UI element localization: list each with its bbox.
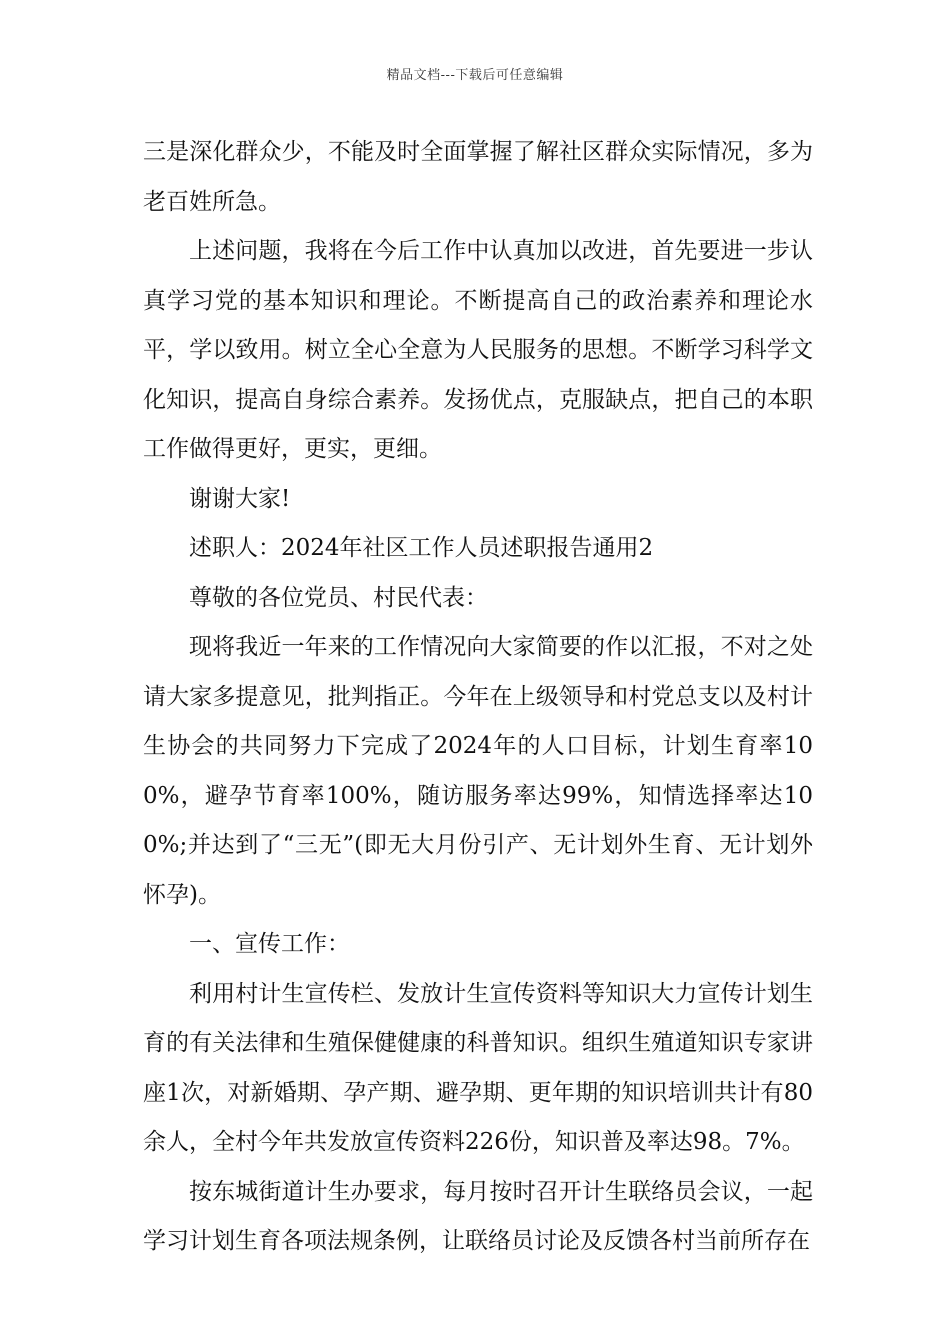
paragraph: 尊敬的各位党员、村民代表：: [189, 584, 488, 611]
paragraph: 按东城街道计生办要求，每月按时召开计生联络员会议，一起学习计划生育各项法规条例，让联络员讨论及反馈各村当前所存在: [143, 1178, 813, 1254]
section-heading: 一、宣传工作：: [189, 931, 350, 957]
paragraph: 利用村计生宣传栏、发放计生宣传资料等知识大力宣传计划生育的有关法律和生殖保健健康的科普知识。组织生殖道知识专家讲座1次，对新婚期、孕产期、避孕期、更年期的知识培训共计有80余人，全村今年共发放宣传资料226份，知识普及率达98。7%。: [143, 980, 813, 1155]
paragraph: 三是深化群众少，不能及时全面掌握了解社区群众实际情况，多为老百姓所急。: [143, 139, 813, 215]
paragraph: 上述问题，我将在今后工作中认真加以改进，首先要进一步认真学习党的基本知识和理论。不断提高自己的政治素养和理论水平，学以致用。树立全心全意为人民服务的思想。不断学习科学文化知识，提高自身综合素养。发扬优点，克服缺点，把自己的本职工作做得更好，更实，更细。: [143, 238, 813, 462]
paragraph: 谢谢大家!: [189, 485, 291, 512]
page-header: 精品文档---下载后可任意编辑: [386, 68, 564, 83]
document-body: [143, 128, 813, 1267]
paragraph: 现将我近一年来的工作情况向大家简要的作以汇报，不对之处请大家多提意见，批判指正。今年在上级领导和村党总支以及村计生协会的共同努力下完成了2024年的人口目标，计划生育率100%，避孕节育率100%，随访服务率达99%，知情选择率达100%;并达到了“三无”(即无大月份引产、无计划外生育、无计划外怀孕)。: [143, 634, 813, 908]
paragraph: 述职人：2024年社区工作人员述职报告通用2: [189, 535, 654, 561]
